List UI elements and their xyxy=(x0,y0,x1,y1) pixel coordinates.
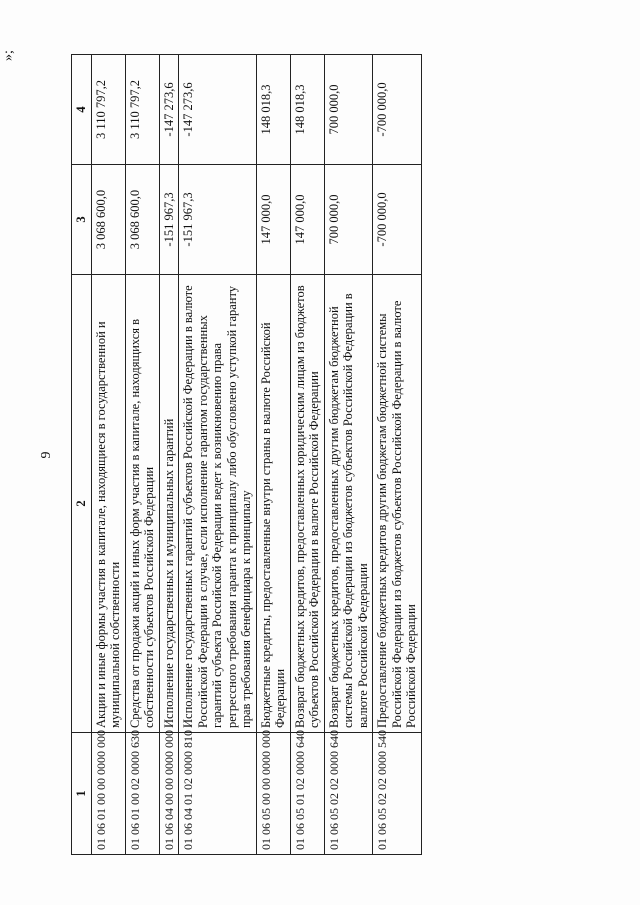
row-value-col3: 700 000,0 xyxy=(324,165,373,275)
row-description: Акции и иные формы участия в капитале, находящиеся в государственной и муниципальной собственности xyxy=(91,275,125,733)
row-value-col3: -700 000,0 xyxy=(373,165,422,275)
row-value-col3: 147 000,0 xyxy=(290,165,324,275)
table-row xyxy=(290,55,324,855)
row-value-col3: 147 000,0 xyxy=(256,165,290,275)
row-value-col3: 3 068 600,0 xyxy=(125,165,159,275)
row-value-col4: 148 018,3 xyxy=(256,55,290,165)
table-row xyxy=(324,55,373,855)
row-description: Возврат бюджетных кредитов, предоставленных другим бюджетам бюджетной системы Российской Федерации из бюджетов субъектов Российской Федерации в валюте Российской Федерации xyxy=(324,275,373,733)
row-value-col4: -147 273,6 xyxy=(159,55,179,165)
row-value-col4: -147 273,6 xyxy=(179,55,257,165)
row-code: 01 06 01 00 02 0000 630 xyxy=(125,733,159,855)
row-value-col4: -700 000,0 xyxy=(373,55,422,165)
row-code: 01 06 04 00 00 0000 000 xyxy=(159,733,179,855)
table-row xyxy=(125,55,159,855)
table-row xyxy=(179,55,257,855)
column-header: 2 xyxy=(72,275,92,733)
row-code: 01 06 05 02 02 0000 540 xyxy=(373,733,422,855)
row-code: 01 06 04 01 02 0000 810 xyxy=(179,733,257,855)
table-row xyxy=(256,55,290,855)
row-value-col3: 3 068 600,0 xyxy=(91,165,125,275)
table-row xyxy=(373,55,422,855)
row-description: Исполнение государственных гарантий субъектов Российской Федерации в валюте Российской Федерации в случае, если исполнение гарантом государственных гарантий субъекта Российской Федерации ведет к возникновению права регрессного требования гаранта к принципалу либо обусловлено уступкой гаранту прав требования бенефициара к принципалу xyxy=(179,275,257,733)
column-header: 3 xyxy=(72,165,92,275)
row-value-col4: 148 018,3 xyxy=(290,55,324,165)
row-description: Возврат бюджетных кредитов, предоставленных юридическим лицам из бюджетов субъектов Российской Федерации в валюте Российской Федерации xyxy=(290,275,324,733)
row-value-col3: -151 967,3 xyxy=(159,165,179,275)
page-number: 9 xyxy=(39,451,54,459)
row-value-col4: 700 000,0 xyxy=(324,55,373,165)
budget-table xyxy=(71,54,422,855)
closing-mark: »; xyxy=(1,50,16,61)
row-code: 01 06 05 00 00 0000 000 xyxy=(256,733,290,855)
row-value-col4: 3 110 797,2 xyxy=(125,55,159,165)
rotated-sheet xyxy=(1,50,561,855)
table-row xyxy=(159,55,179,855)
row-code: 01 06 01 00 00 0000 000 xyxy=(91,733,125,855)
row-description: Исполнение государственных и муниципальных гарантий xyxy=(159,275,179,733)
row-value-col4: 3 110 797,2 xyxy=(91,55,125,165)
row-description: Средства от продажи акций и иных форм участия в капитале, находящихся в собственности субъектов Российской Федерации xyxy=(125,275,159,733)
row-value-col3: -151 967,3 xyxy=(179,165,257,275)
table-row xyxy=(91,55,125,855)
column-header: 4 xyxy=(72,55,92,165)
row-description: Бюджетные кредиты, предоставленные внутри страны в валюте Российской Федерации xyxy=(256,275,290,733)
table-header-row xyxy=(72,55,92,855)
row-code: 01 06 05 02 02 0000 640 xyxy=(324,733,373,855)
row-code: 01 06 05 01 02 0000 640 xyxy=(290,733,324,855)
column-header: 1 xyxy=(72,733,92,855)
row-description: Предоставление бюджетных кредитов другим бюджетам бюджетной системы Российской Федерации из бюджетов субъектов Российской Федерации в валюте Российской Федерации xyxy=(373,275,422,733)
